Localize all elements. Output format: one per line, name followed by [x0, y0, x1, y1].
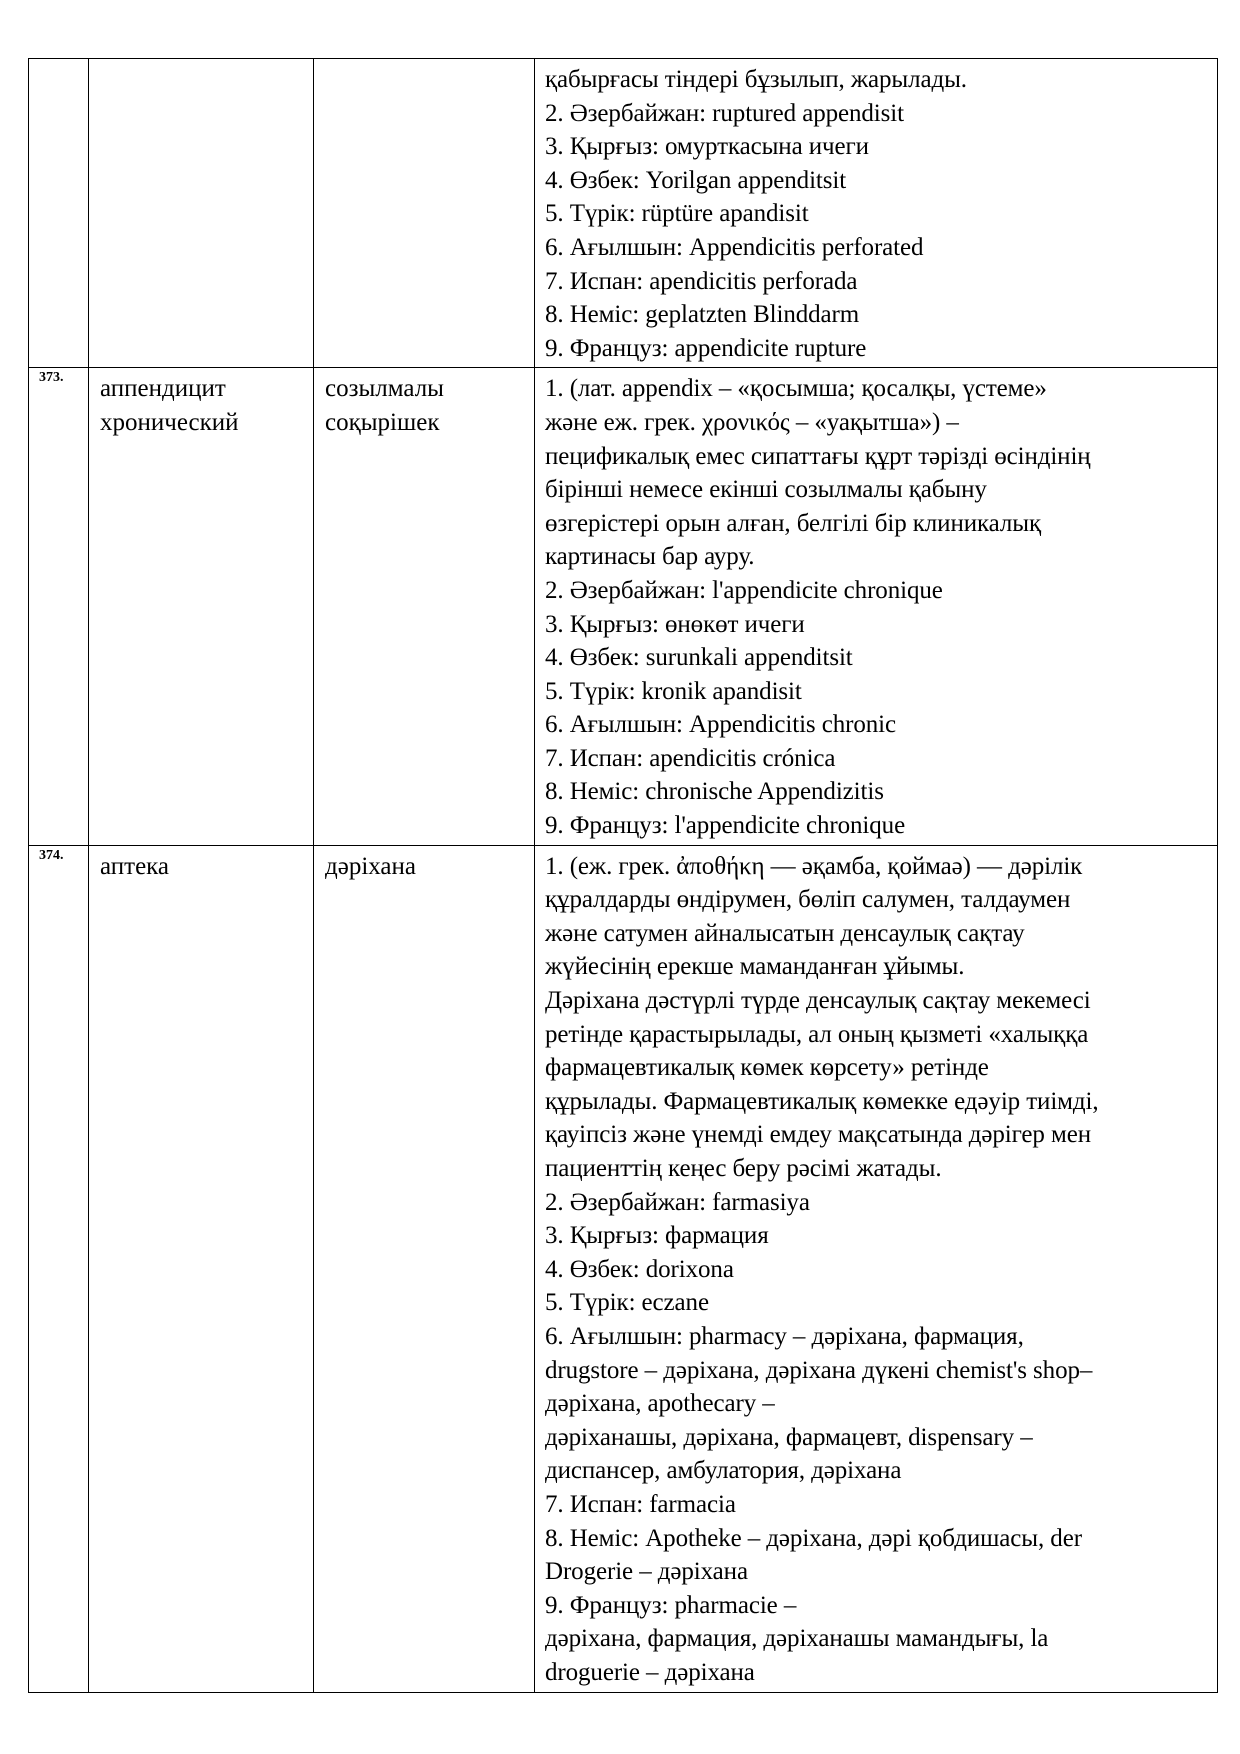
definition-line: 2. Әзербайжан: l'appendicite chronique [545, 576, 943, 604]
definition-line: дәріханашы, дәріхана, фармацевт, dispensary – [545, 1423, 1033, 1451]
definition-line: пациенттің кеңес беру рәсімі жатады. [545, 1155, 942, 1182]
definition-line: 6. Ағылшын: pharmacy – дәріхана, фармация, [545, 1322, 1024, 1350]
definition-line: 1. (лат. appendix – «қосымша; қосалқы, үстеме» [545, 375, 1047, 403]
definition-line: дәріхана, apothecary – [545, 1390, 775, 1418]
russian-term: аптека [100, 852, 170, 880]
kazakh-term-cell [314, 368, 535, 845]
russian-term: аппендицит хронический [100, 375, 239, 436]
definition-text [535, 368, 1217, 844]
definition-line: құралдарды өндірумен, бөліп салумен, талдаумен [545, 886, 1071, 914]
definition-line: 6. Ағылшын: Appendicitis chronic [545, 711, 896, 739]
definition-line: диспансер, амбулатория, дәріхана [545, 1457, 902, 1485]
definition-line: қауіпсіз және үнемді емдеу мақсатында дәрігер мен [545, 1121, 1091, 1149]
definition-line: 7. Испан: apendicitis perforada [545, 267, 858, 295]
definition-line: 8. Неміс: geplatzten Blinddarm [545, 301, 860, 329]
russian-term-cell [89, 845, 314, 1692]
definition-line: 3. Қырғыз: өнөкөт ичеги [545, 610, 805, 638]
definition-line: құрылады. Фармацевтикалық көмекке едәуір тиімді, [545, 1087, 1099, 1115]
table-row [29, 59, 1218, 368]
definition-line: 4. Өзбек: surunkali appenditsit [545, 644, 853, 672]
entry-number: 374. [39, 847, 64, 863]
definition-line: өзгерістері орын алған, белгілі бір клиникалық [545, 509, 1042, 537]
definition-line: және еж. грек. χρονικός – «уақытша») – [545, 408, 959, 436]
terms-table-body [29, 59, 1218, 1693]
definition-line: 7. Испан: apendicitis crónica [545, 744, 836, 772]
definition-line: фармацевтикалық көмек көрсету» ретінде [545, 1054, 989, 1082]
definition-line: 9. Француз: l'appendicite chronique [545, 812, 906, 840]
kazakh-term-cell [314, 845, 535, 1692]
entry-number: 373. [39, 370, 64, 386]
definition-cell [535, 845, 1218, 1692]
definition-line: 3. Қырғыз: омурткасына ичеги [545, 133, 869, 161]
entry-number [29, 59, 88, 61]
definition-line: 9. Француз: appendicite rupture [545, 334, 867, 362]
definition-line: картинасы бар ауру. [545, 543, 755, 571]
definition-text [535, 59, 1217, 367]
definition-text [535, 846, 1217, 1692]
definition-line: 8. Неміс: Apotheke – дәріхана, дәрі қобдишасы, der [545, 1524, 1082, 1552]
kazakh-term: дәріхана [325, 852, 417, 880]
definition-cell [535, 368, 1218, 845]
definition-line: дәріхана, фармация, дәріханашы мамандығы, la [545, 1625, 1049, 1653]
definition-line: 3. Қырғыз: фармация [545, 1222, 769, 1250]
definition-line: drugstore – дәріхана, дәріхана дүкені chemist's shop– [545, 1356, 1093, 1384]
kazakh-term [314, 59, 534, 63]
russian-term [89, 59, 313, 63]
russian-term-cell [89, 368, 314, 845]
definition-line: 4. Өзбек: Yorilgan appenditsit [545, 166, 847, 194]
definition-line: қабырғасы тіндері бұзылып, жарылады. [545, 66, 967, 93]
kazakh-term-cell [314, 59, 535, 368]
definition-line: Дәріхана дәстүрлі түрде денсаулық сақтау мекемесі [545, 987, 1091, 1015]
definition-line: 8. Неміс: chronische Appendizitis [545, 778, 884, 806]
definition-line: және сатумен айналысатын денсаулық сақтау [545, 919, 1025, 947]
definition-line: 2. Әзербайжан: farmasiya [545, 1188, 810, 1216]
definition-line: 4. Өзбек: dorixona [545, 1255, 734, 1283]
terms-table [28, 58, 1218, 1693]
definition-line: 2. Әзербайжан: ruptured appendisit [545, 99, 904, 127]
definition-line: бірінші немесе екінші созылмалы қабыну [545, 476, 987, 504]
definition-line: ретінде қарастырылады, ал оның қызметі «халыққа [545, 1020, 1089, 1048]
definition-line: 5. Түрік: rüptüre apandisit [545, 200, 809, 228]
definition-line: 6. Ағылшын: Appendicitis perforated [545, 233, 924, 261]
entry-number-cell [29, 368, 89, 845]
russian-term-cell [89, 59, 314, 368]
definition-line: жүйесінің ерекше маманданған ұйымы. [545, 953, 965, 981]
definition-line: пецификалық емес сипаттағы құрт тәрізді өсіндінің [545, 442, 1091, 470]
definition-line: 5. Түрік: kronik apandisit [545, 677, 802, 705]
definition-line: 9. Француз: pharmacie – [545, 1591, 797, 1619]
definition-line: 1. (еж. грек. ἀποθήκη — әқамба, қоймаә) — дәрілік [545, 852, 1083, 880]
table-row [29, 368, 1218, 845]
kazakh-term: созылмалы соқырішек [325, 375, 444, 436]
table-row [29, 845, 1218, 1692]
entry-number-cell [29, 59, 89, 368]
definition-line: droguerie – дәріхана [545, 1658, 755, 1686]
definition-line: 7. Испан: farmacia [545, 1490, 736, 1518]
definition-line: 5. Түрік: eczane [545, 1289, 709, 1317]
definition-line: Drogerie – дәріхана [545, 1558, 748, 1586]
definition-cell [535, 59, 1218, 368]
entry-number-cell [29, 845, 89, 1692]
